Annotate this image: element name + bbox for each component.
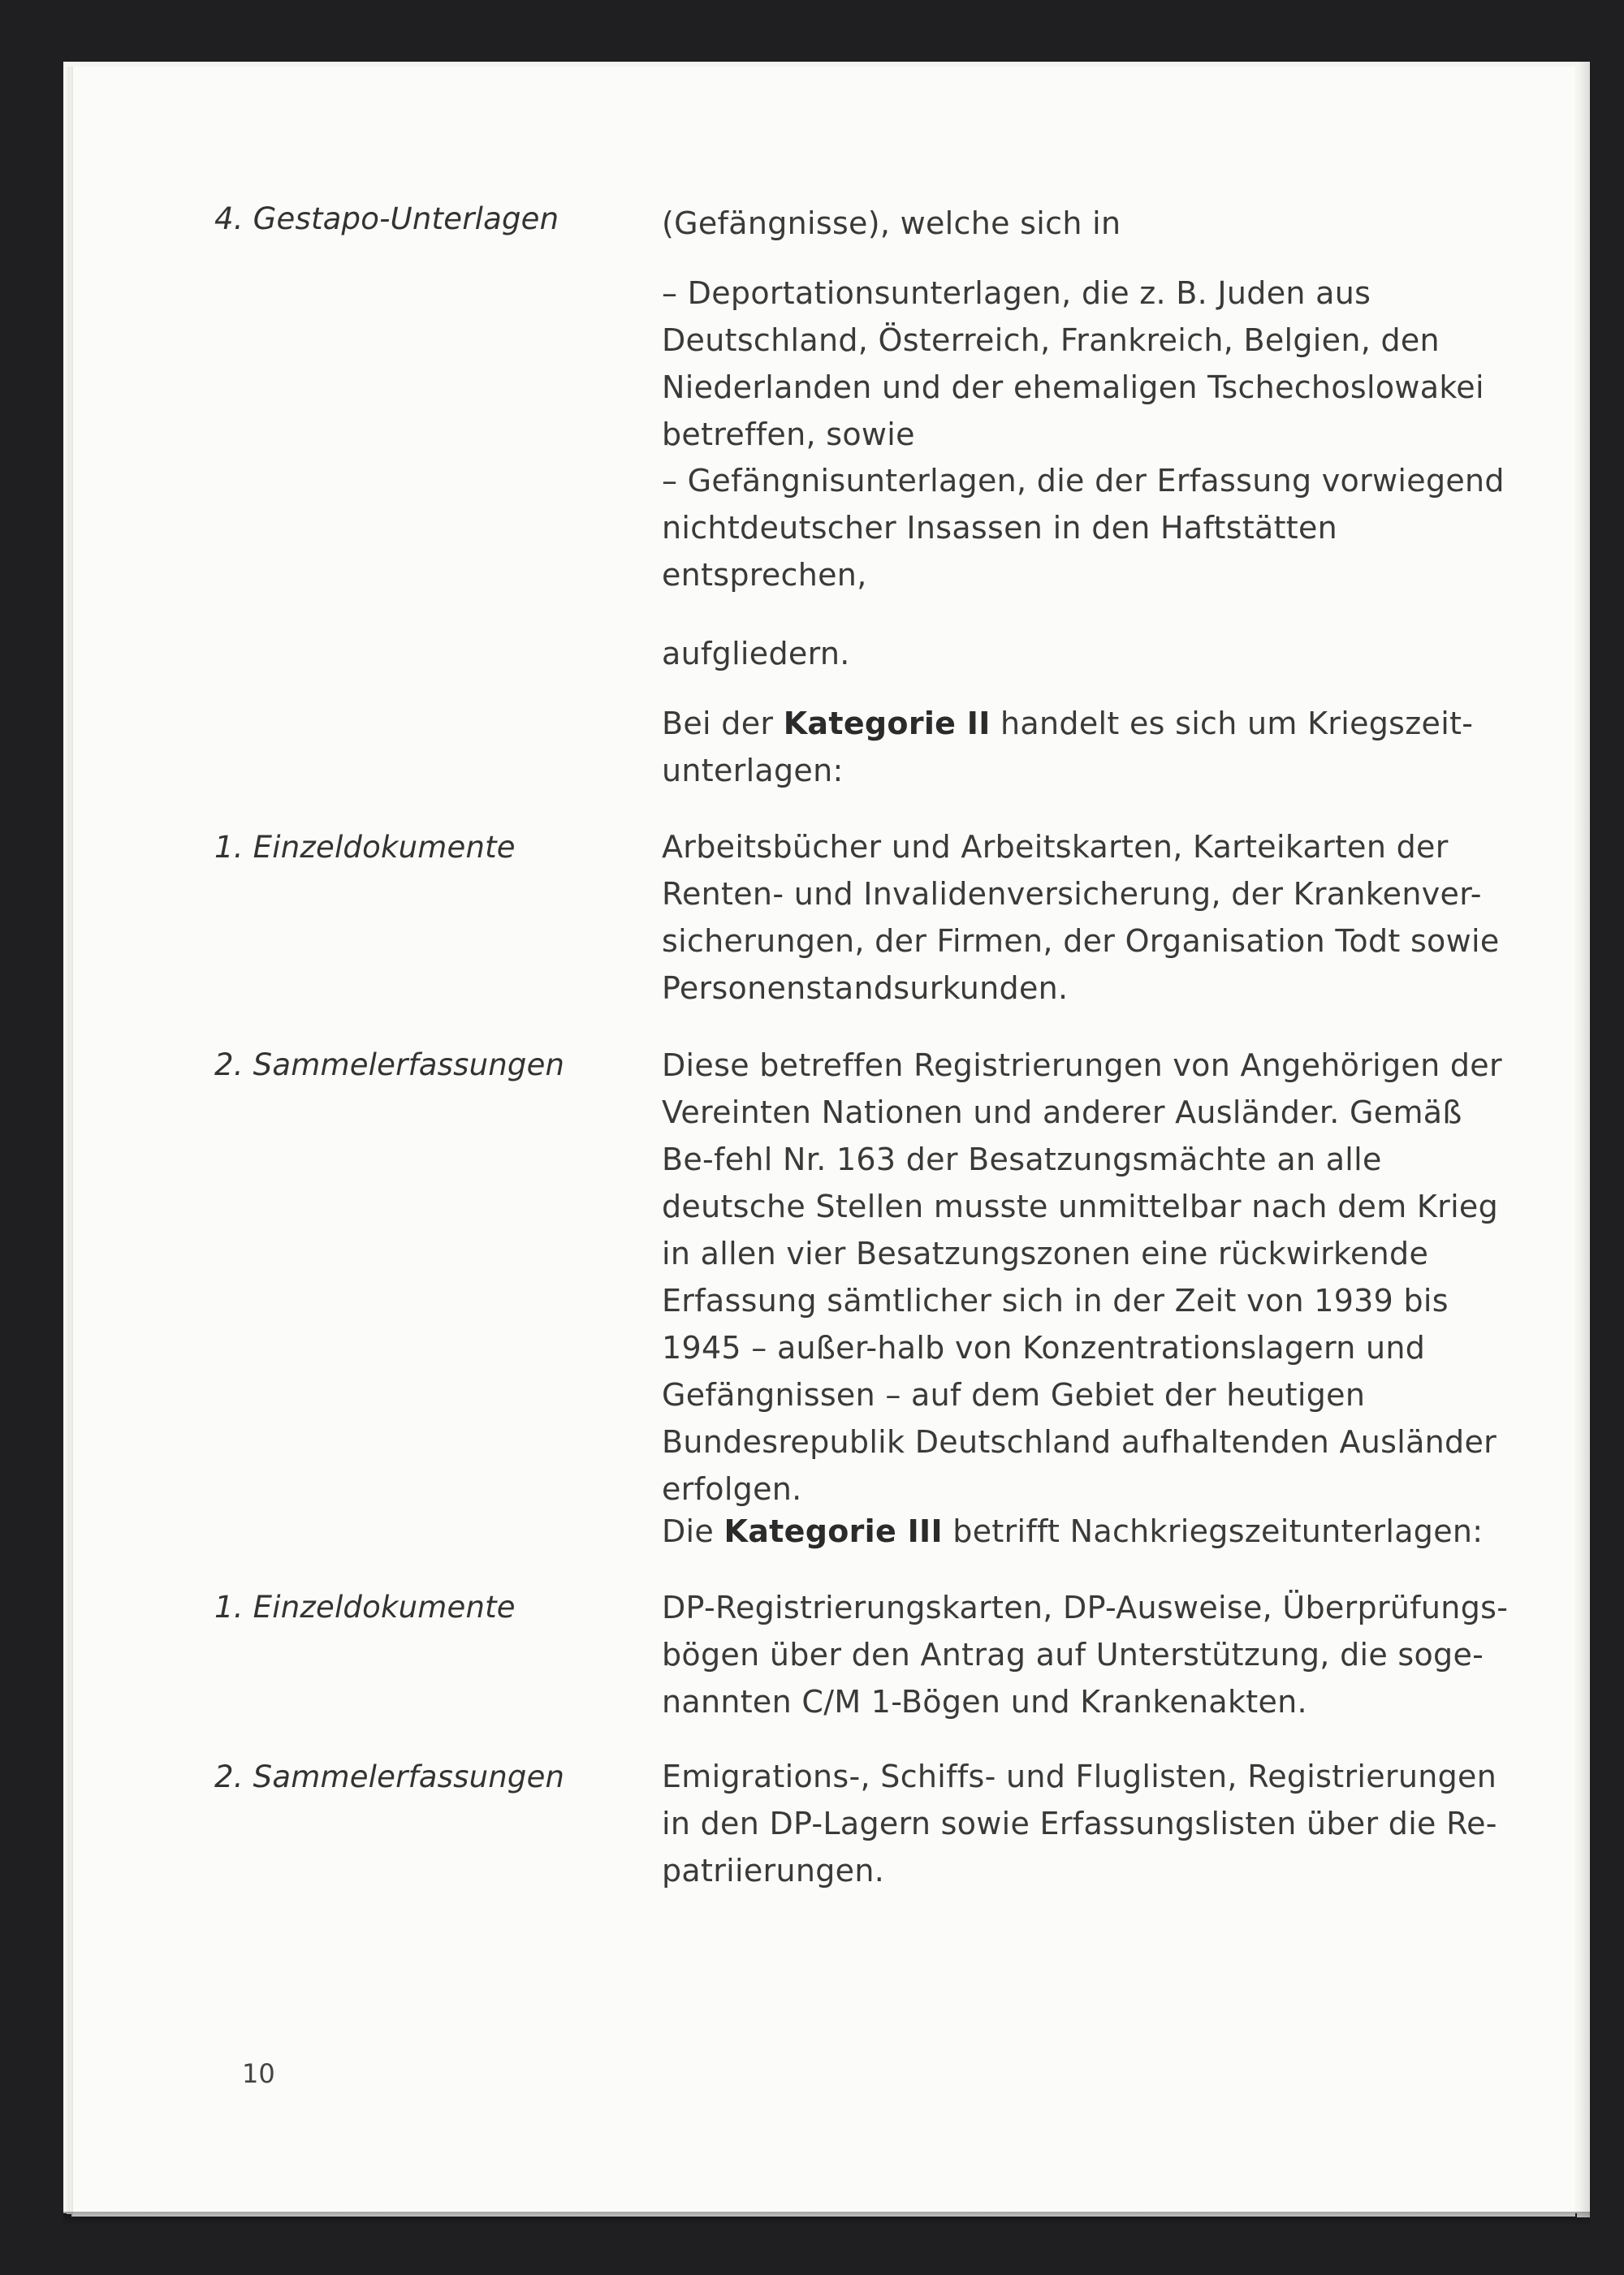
section-label-sammelerfassungen-2: 2. Sammelerfassungen [214, 1759, 565, 1794]
kategorie-2-bold: Kategorie II [783, 706, 991, 741]
kategorie-3-bold: Kategorie III [723, 1513, 943, 1549]
kategorie-2-before: Bei der [662, 706, 784, 741]
bottom-shadow [63, 2212, 1590, 2226]
paragraph-sammelerfassungen-2: Emigrations-, Schiffs- und Fluglisten, Registrierungen in den DP-Lagern sowie Erfassungslisten über die Re-patriierungen. [662, 1759, 1497, 1889]
section-label-gestapo: 4. Gestapo-Unterlagen [214, 201, 559, 236]
right-page-edge [1577, 62, 1590, 2217]
paragraph-gefaengnisse: (Gefängnisse), welche sich in [662, 205, 1121, 241]
kategorie-2-after: handelt es sich um Kriegszeit-unterlagen: [662, 706, 1474, 788]
section-label-einzeldokumente-2: 1. Einzeldokumente [214, 1590, 516, 1625]
paragraph-einzeldokumente-2: DP-Registrierungskarten, DP-Ausweise, Überprüfungs-bögen über den Antrag auf Unterstützung, die soge-nannten C/M 1-Bögen und Krankenakten. [662, 1590, 1509, 1720]
paragraph-sammelerfassungen-1: Diese betreffen Registrierungen von Angehörigen der Vereinten Nationen und anderer Ausländer. Gemäß Be-fehl Nr. 163 der Besatzungsmächte an alle deutsche Stellen musste unmittelbar nach dem Krieg in allen vier Besatzungszonen eine rückwirkende Erfassung sämtlicher sich in der Zeit von 1939 bis 1945 – außer-halb von Konzentrationslagern und Gefängnissen – auf dem Gebiet der heutigen Bundesrepublik Deutschland aufhaltenden Ausländer erfolgen. [662, 1047, 1502, 1507]
paragraph-gefaengnisunterlagen: – Gefängnisunterlagen, die der Erfassung vorwiegend nichtdeutscher Insassen in den Haftstätten entsprechen, [662, 463, 1505, 593]
section-label-einzeldokumente-1: 1. Einzeldokumente [214, 830, 516, 865]
page-number: 10 [242, 2058, 275, 2089]
section-label-sammelerfassungen-1: 2. Sammelerfassungen [214, 1047, 565, 1082]
paragraph-deportation: – Deportationsunterlagen, die z. B. Juden aus Deutschland, Österreich, Frankreich, Belgien, den Niederlanden und der ehemaligen Tschechoslowakei betreffen, sowie [662, 275, 1484, 452]
kategorie-3-after: betrifft Nachkriegszeitunterlagen: [942, 1513, 1484, 1549]
kategorie-3-before: Die [662, 1513, 724, 1549]
paragraph-aufgliedern: aufgliedern. [662, 636, 850, 671]
paragraph-kategorie-2 [662, 700, 1514, 794]
paragraph-kategorie-3 [662, 1508, 1514, 1555]
paragraph-einzeldokumente-1: Arbeitsbücher und Arbeitskarten, Karteikarten der Renten- und Invalidenversicherung, der Krankenver-sicherungen, der Firmen, der Organisation Todt sowie Personenstandsurkunden. [662, 829, 1500, 1006]
